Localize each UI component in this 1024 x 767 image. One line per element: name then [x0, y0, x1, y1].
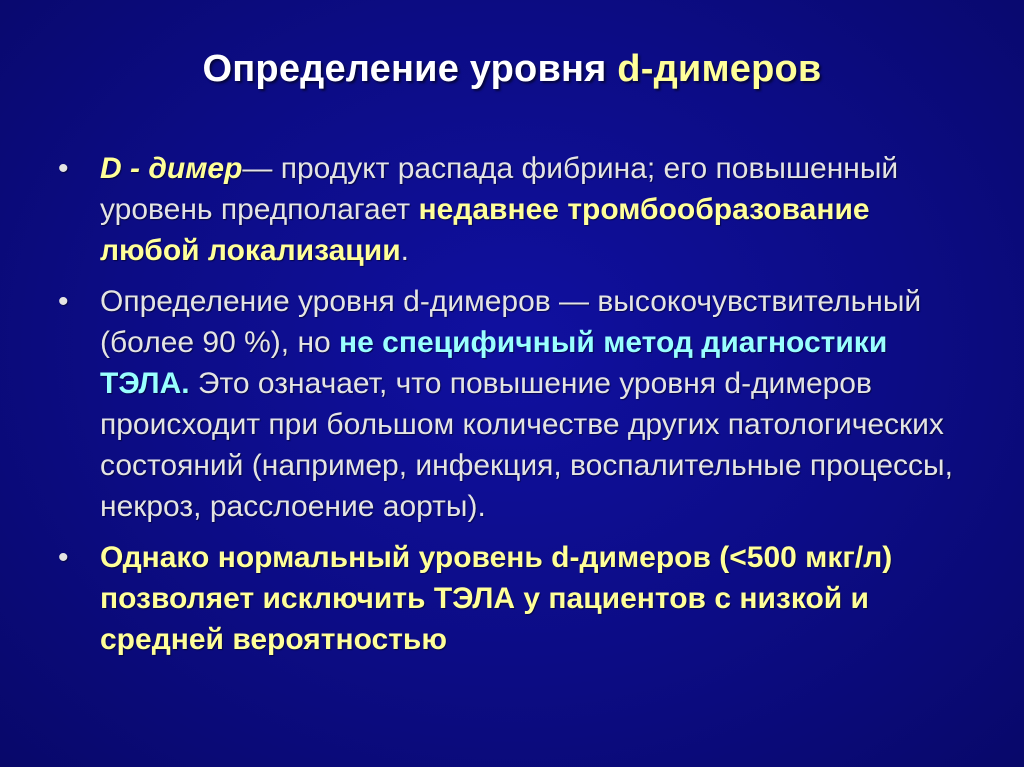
title-highlight: d-димеров: [617, 48, 822, 90]
bullet-emphasis: не специфичный метод диагностики ТЭЛА.: [100, 326, 888, 400]
bullet-emphasis: Однако нормальный уровень d-димеров (<500 мкг/л) позволяет исключить ТЭЛА у пациентов с низкой и средней вероятностью: [100, 541, 893, 656]
bullet-text: Определение уровня d-димеров — высокочувствительный (более 90 %), но: [100, 285, 922, 359]
bullet-item-sensitivity: [58, 281, 958, 527]
bullet-text-end: .: [400, 234, 409, 267]
bullet-item-normal-level: [58, 537, 958, 660]
bullet-term: D - димер: [100, 152, 243, 185]
bullet-marker: •: [58, 152, 69, 185]
bullet-text: — продукт распада фибрина; его повышенный уровень предполагает: [100, 152, 899, 226]
title-prefix: Определение уровня: [202, 48, 618, 90]
bullet-marker: •: [58, 285, 69, 318]
bullet-text-end: Это означает, что повышение уровня d-димеров происходит при большом количестве других патологических состояний (например, инфекция, воспалительные процессы, некроз, расслоение аорты).: [100, 367, 953, 523]
bullet-emphasis: недавнее тромбообразование любой локализации: [100, 193, 870, 267]
bullet-marker: •: [58, 541, 69, 574]
bullet-item-d-dimer-definition: [58, 148, 958, 271]
bullet-list: [58, 148, 958, 670]
slide-title: [0, 48, 1024, 91]
